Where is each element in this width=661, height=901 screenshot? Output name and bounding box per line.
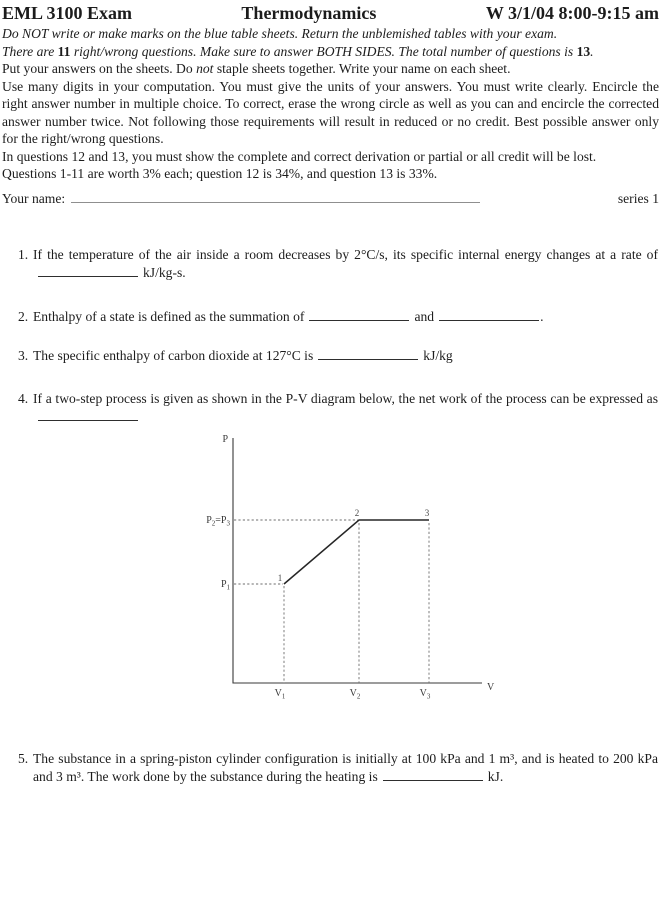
instruction-weights: Questions 1-11 are worth 3% each; question 12 is 34%, and question 13 is 33%. [2,166,438,181]
text-segment: . [540,309,544,324]
question-number: 4. [18,391,29,406]
question-number: 2. [18,309,29,324]
exam-header [2,2,659,25]
text-segment: kJ. [487,769,504,784]
text-segment: kJ/kg [423,348,453,363]
question-item-5 [2,750,659,786]
question-number: 5. [18,751,29,766]
question-number: 1. [18,247,29,262]
series-label: series 1 [617,190,659,206]
answer-blank-q3 [318,348,418,360]
exam-datetime: W 3/1/04 8:00-9:15 am [485,3,659,23]
text-segment: If a two-step process is given as shown in the P-V diagram below, the net work of the process can be expressed as [33,391,658,406]
question-item-4 [2,390,659,426]
text-segment: If the temperature of the air inside a room decreases by 2°C/s, its specific internal energy changes at a rate of [33,247,658,262]
question-item-2 [2,308,659,326]
text-segment: The specific enthalpy of carbon dioxide at 127°C is [33,348,314,363]
question-text [33,750,658,786]
question-text [33,390,658,426]
count-right-wrong: 11 [57,43,71,59]
question-item-3 [2,347,659,365]
state-point-3-label: 3 [424,508,430,518]
instruction-no-marks: Do NOT write or make marks on the blue table sheets. Return the unblemished tables with your exam. [2,26,558,41]
instruction-derivation: In questions 12 and 13, you must show the complete and correct derivation or partial or all credit will be lost. [2,148,597,164]
question-text [33,347,658,365]
instruction-answers-on-sheets [2,60,659,78]
answer-blank-q2a [309,309,409,321]
p-axis-label: P [222,434,228,445]
question-text [33,246,658,282]
answer-blank-q4 [38,409,138,421]
state-point-2-label: 2 [354,508,360,518]
text-segment: The substance in a spring-piston cylinder configuration is initially at 100 kPa and 1 m³, and is heated to 200 kPa and 3 m³. The work done by the substance during the heating is [33,751,658,784]
emphasis-not: not [196,61,214,76]
text-segment: and [414,309,435,324]
text-segment: . [590,43,594,59]
answer-blank-q2b [439,309,539,321]
text-segment: kJ/kg-s. [143,265,186,280]
text-segment: There are [2,43,58,59]
question-list [2,246,659,786]
v2-tick-label: $V_2$ [349,688,361,701]
instruction-digits-units: Use many digits in your computation. You must give the units of your answers. You must write clearly. Encircle the right answer number in multiple choice. To correct, erase the wrong circle as well as you can and encircle the corrected answer number twice. Not following those requirements will result in reduced or no credit. Best possible answer only for the right/wrong questions. [2,78,659,146]
v3-tick-label: $V_3$ [419,688,431,701]
v1-tick-label: $V_1$ [274,688,286,701]
question-item-1 [2,246,659,282]
answer-blank-q1 [38,265,138,277]
text-segment: Put your answers on the sheets. Do [2,61,197,76]
state-point-1-label: 1 [277,573,283,583]
instruction-question-count [2,43,659,61]
question-number: 3. [18,348,29,363]
process-line [284,520,429,584]
exam-subject: Thermodynamics [241,3,377,23]
pv-diagram [200,428,500,701]
text-segment: Enthalpy of a state is defined as the summation of [33,309,305,324]
course-title: EML 3100 Exam [2,3,133,23]
answer-blank-q5 [383,769,483,781]
v-axis-label: V [487,682,495,693]
count-total: 13 [576,43,591,59]
p2p3-tick-label: $P_2=P_3$ [206,515,230,528]
text-segment: right/wrong questions. Make sure to answer BOTH SIDES. The total number of questions is [70,43,577,59]
p1-tick-label: $P_1$ [220,579,230,592]
name-label: Your name: [2,190,66,206]
name-blank-line [71,190,480,203]
name-line [2,190,659,208]
text-segment: staple sheets together. Write your name on each sheet. [213,61,511,76]
question-text [33,308,658,326]
pv-axes [233,438,482,683]
